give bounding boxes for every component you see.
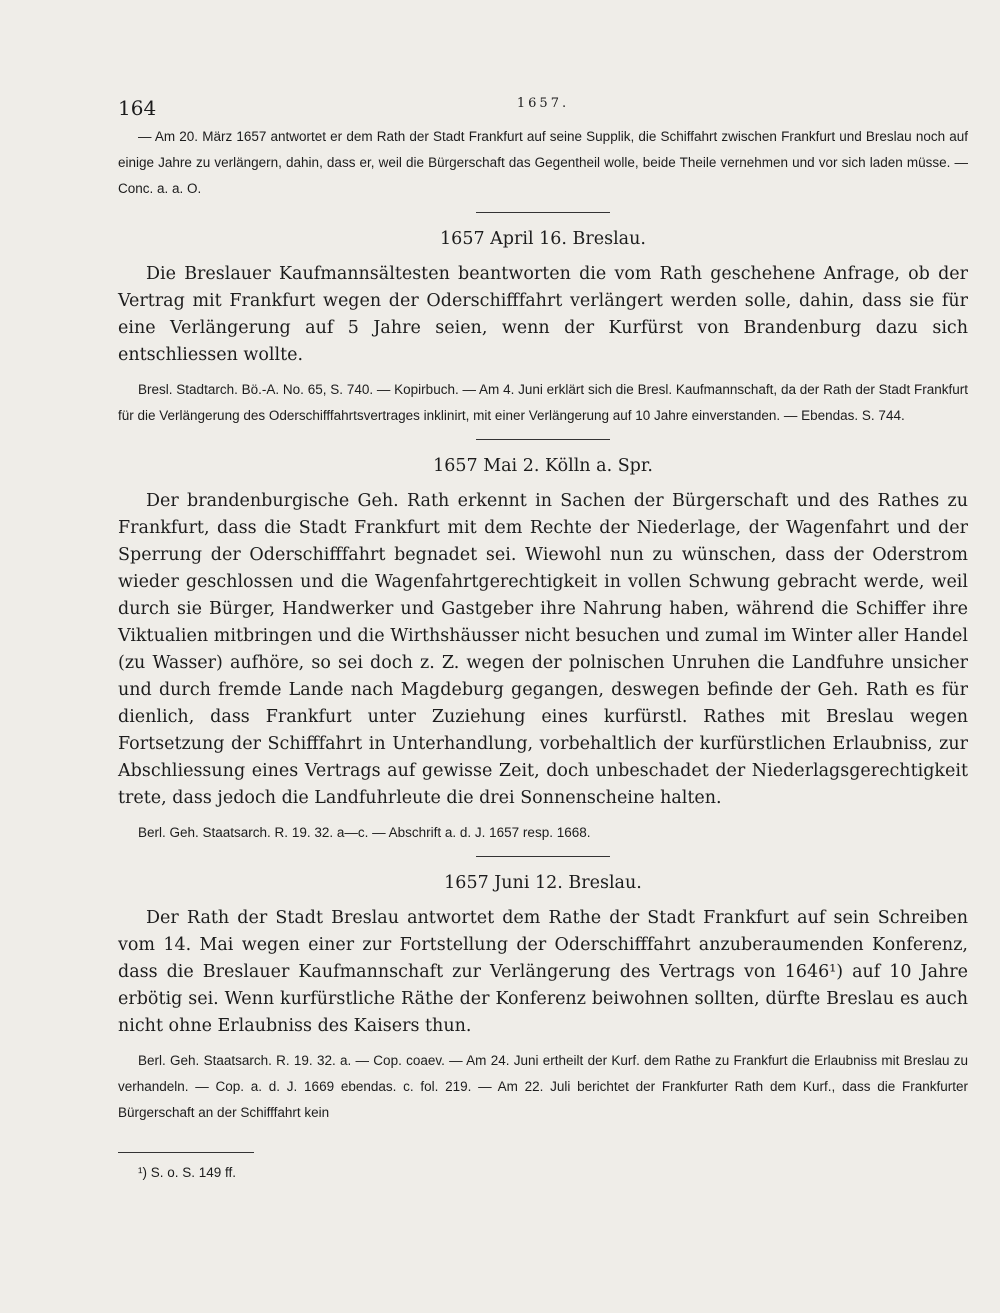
section-divider (476, 856, 610, 857)
entry-summary: Die Breslauer Kaufmannsältesten beantworten die vom Rath geschehene Anfrage, ob der Vertrag mit Frankfurt wegen der Oderschifffahrt verlängert werden solle, dahin, dass sie für eine Verlängerung auf 5 Jahre seien, wenn der Kurfürst von Brandenburg dazu sich entschliessen wollte. (118, 264, 968, 365)
intro-paragraph: — Am 20. März 1657 antwortet er dem Rath der Stadt Frankfurt auf seine Supplik, die Schiffahrt zwischen Frankfurt und Breslau noch auf einige Jahre zu verlängern, dahin, dass er, weil die Bürgerschaft das Gegentheil wolle, beide Theile vernehmen und vor sich laden müsse. — Conc. a. a. O. (118, 129, 968, 196)
section-divider (476, 212, 610, 213)
footnote-divider (118, 1152, 254, 1153)
entry-source-note: Berl. Geh. Staatsarch. R. 19. 32. a. — Cop. coaev. — Am 24. Juni ertheilt der Kurf. dem Rathe zu Frankfurt die Erlaubniss mit Breslau zu verhandeln. — Cop. a. d. J. 1669 ebendas. c. fol. 219. — Am 22. Juli berichtet der Frankfurter Rath dem Kurf., dass die Frankfurter Bürgerschaft an der Schifffahrt kein (118, 1053, 968, 1120)
entry-1657-juni-12 (118, 871, 968, 1126)
section-divider (476, 439, 610, 440)
footnote: ¹) S. o. S. 149 ff. (138, 1165, 237, 1180)
entry-1657-april-16 (118, 227, 968, 440)
entry-1657-mai-2 (118, 454, 968, 857)
entry-source-note: Berl. Geh. Staatsarch. R. 19. 32. a—c. — Abschrift a. d. J. 1657 resp. 1668. (138, 825, 591, 840)
entry-source-note: Bresl. Stadtarch. Bö.-A. No. 65, S. 740. — Kopirbuch. — Am 4. Juni erklärt sich die Bresl. Kaufmannschaft, da der Rath der Stadt Frankfurt für die Verlängerung des Oderschifffahrtsvertrages inklinirt, mit einer Verlängerung auf 10 Jahre einverstanden. — Ebendas. S. 744. (118, 382, 968, 423)
entry-heading: 1657 Juni 12. Breslau. (444, 873, 642, 893)
entry-summary: Der Rath der Stadt Breslau antwortet dem Rathe der Stadt Frankfurt auf sein Schreiben vom 14. Mai wegen einer zur Fortstellung der Oderschifffahrt anzuberaumenden Konferenz, dass die Breslauer Kaufmannschaft zur Verlängerung des Vertrags von 1646¹) auf 10 Jahre erbötig sei. Wenn kurfürstliche Räthe der Konferenz beiwohnen sollten, dürfte Breslau es auch nicht ohne Erlaubniss des Kaisers thun. (118, 908, 968, 1036)
page-number: 164 (118, 96, 157, 120)
entry-heading: 1657 Mai 2. Kölln a. Spr. (433, 456, 653, 476)
entry-heading: 1657 April 16. Breslau. (440, 229, 646, 249)
entry-summary: Der brandenburgische Geh. Rath erkennt in Sachen der Bürgerschaft und des Rathes zu Frankfurt, dass die Stadt Frankfurt mit dem Rechte der Niederlage, der Wagenfahrt und der Sperrung der Oderschifffahrt begnadet sei. Wiewohl nun zu wünschen, dass der Oderstrom wieder geschlossen und die Wagenfahrtgerechtigkeit in vollen Schwung gebracht werde, weil durch sie Bürger, Handwerker und Gastgeber ihre Nahrung haben, während die Schiffer ihre Viktualien mitbringen und die Wirthshäusser nicht besuchen und zumal im Winter aller Handel (zu Wasser) aufhöre, so sei doch z. Z. wegen der polnischen Unruhen die Landfuhre unsicher und durch fremde Lande nach Magdeburg gegangen, deswegen befinde der Geh. Rath es für dienlich, dass Frankfurt unter Zuziehung eines kurfürstl. Rathes mit Breslau wegen Fortsetzung der Schifffahrt in Unterhandlung, vorbehaltlich der kurfürstlichen Erlaubniss, zur Abschliessung eines Vertrags auf gewisse Zeit, doch unbeschadet der Niederlagsgerechtigkeit trete, dass jedoch die Landfuhrleute die drei Sonnenscheine halten. (118, 491, 968, 808)
page-header (118, 96, 968, 120)
page-body (118, 124, 968, 1183)
running-head-year: 1657. (516, 96, 570, 111)
